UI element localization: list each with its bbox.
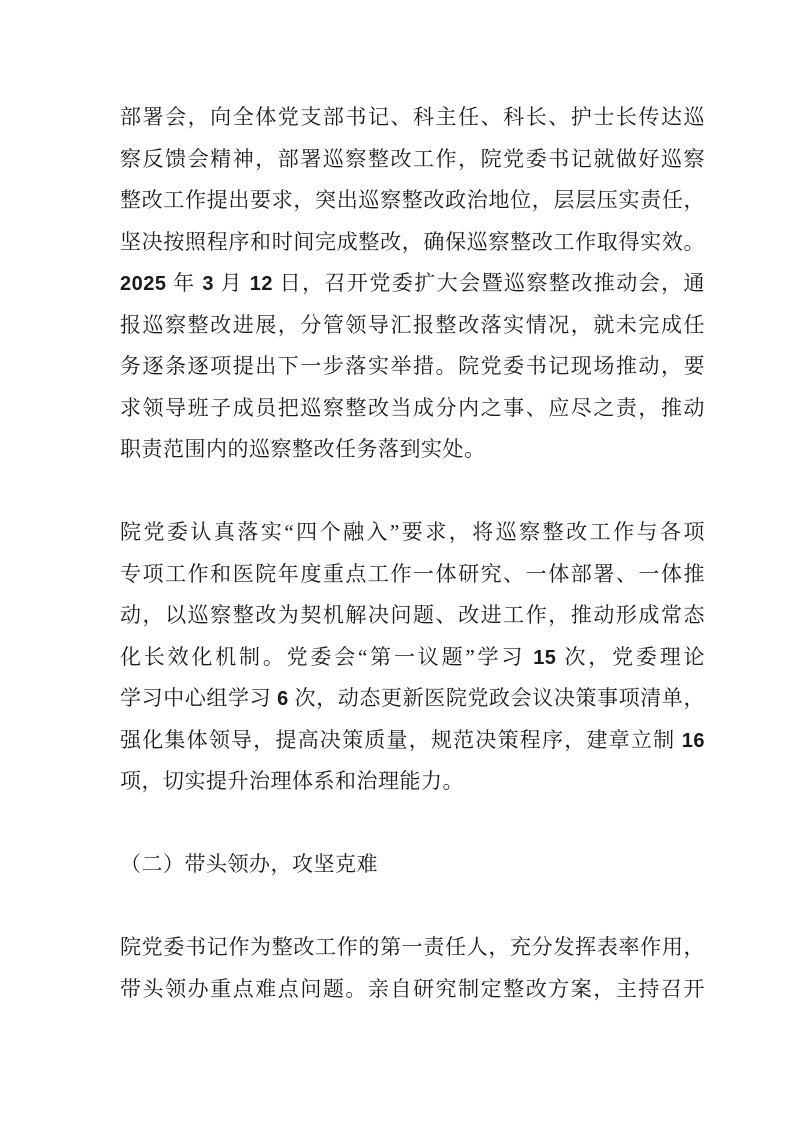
text-line: 院党委认真落实“四个融入”要求，将巡察整改工作与各项 bbox=[120, 520, 705, 544]
text-line: 动，以巡察整改为契机解决问题、改进工作，推动形成常态 bbox=[120, 603, 705, 627]
text-line: 报巡察整改进展，分管领导汇报整改落实情况，就未完成任 bbox=[120, 312, 705, 337]
text-line: 务逐条逐项提出下一步落实举措。院党委书记现场推动，要 bbox=[120, 354, 705, 378]
text-line: 2025 年 3 月 12 日，召开党委扩大会暨巡察整改推动会，通 bbox=[120, 271, 706, 295]
text-line: 项，切实提升治理体系和治理能力。 bbox=[120, 769, 464, 793]
text-line: 带头领办重点难点问题。亲自研究制定整改方案，主持召开 bbox=[120, 976, 705, 1001]
paragraph bbox=[120, 512, 705, 803]
text-line: 化长效化机制。党委会“第一议题”学习 15 次，党委理论 bbox=[120, 644, 706, 669]
text-line: 坚决按照程序和时间完成整改，确保巡察整改工作取得实效。 bbox=[120, 229, 705, 254]
text-line: 学习中心组学习 6 次，动态更新医院党政会议决策事项清单， bbox=[120, 686, 706, 710]
text-line: 专项工作和医院年度重点工作一体研究、一体部署、一体推 bbox=[120, 561, 705, 586]
text-line: 整改工作提出要求，突出巡察整改政治地位，层层压实责任， bbox=[120, 188, 705, 212]
text-line: 强化集体领导，提高决策质量，规范决策程序，建章立制 16 bbox=[120, 727, 705, 752]
text-line: 部署会，向全体党支部书记、科主任、科长、护士长传达巡 bbox=[120, 105, 705, 129]
text-line: 察反馈会精神，部署巡察整改工作，院党委书记就做好巡察 bbox=[120, 146, 705, 171]
section-heading bbox=[120, 844, 705, 886]
section-heading-text: （二）带头领办，攻坚克难 bbox=[120, 852, 378, 876]
document-text-column bbox=[120, 97, 705, 1010]
text-line: 院党委书记作为整改工作的第一责任人，充分发挥表率作用， bbox=[120, 935, 705, 959]
paragraph bbox=[120, 97, 705, 471]
paragraph bbox=[120, 927, 705, 1010]
text-line: 求领导班子成员把巡察整改当成分内之事、应尽之责，推动 bbox=[120, 395, 705, 420]
text-line: 职责范围内的巡察整改任务落到实处。 bbox=[120, 437, 486, 461]
